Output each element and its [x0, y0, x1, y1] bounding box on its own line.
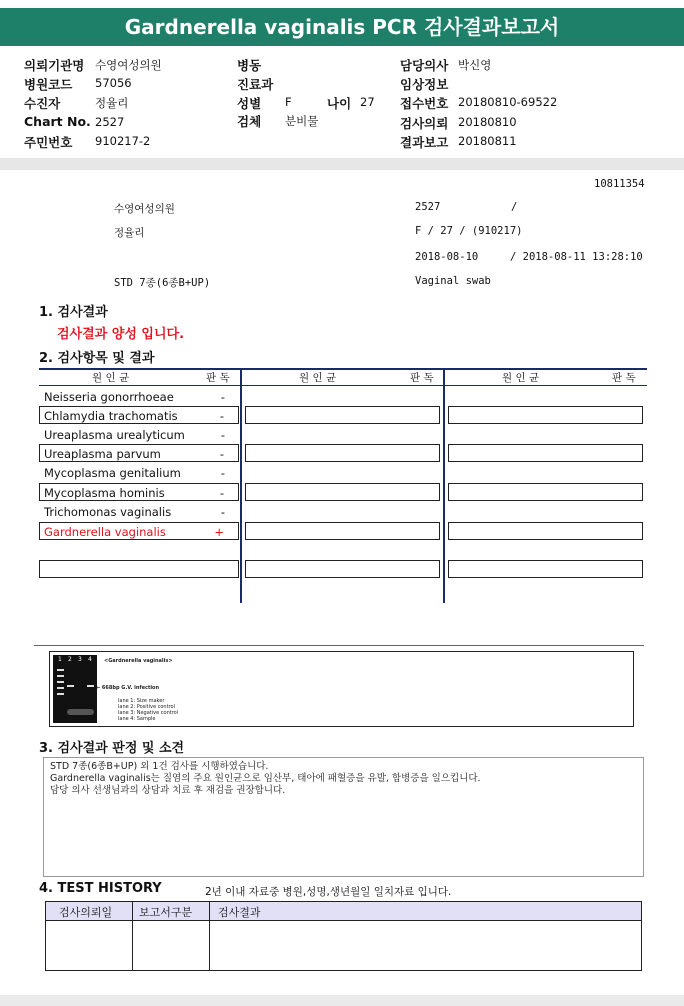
summary-date-report: / 2018-08-11 13:28:10 [510, 251, 643, 263]
finding-line: STD 7종(6종B+UP) 외 1건 검사를 시행하였습니다. [50, 761, 269, 772]
empty-row [448, 522, 643, 540]
organism-result: - [219, 409, 224, 423]
finding-line: Gardnerella vaginalis는 질염의 주요 원인균으로 임산부, 태아에 패혈증을 유발, 합병증을 일으킵니다. [50, 773, 481, 784]
hosp-code-value: 57056 [95, 76, 132, 90]
section1-title: 1. 검사결과 [39, 305, 108, 320]
summary-org: 수영여성의원 [114, 203, 175, 215]
organism-result: - [220, 390, 225, 404]
organism-result: - [219, 486, 224, 500]
history-col-result: 검사결과 [218, 906, 261, 919]
organism-row [39, 483, 239, 501]
gel-band [67, 685, 74, 687]
gel-image [53, 655, 97, 723]
empty-row [448, 483, 643, 501]
section4-title: 4. TEST HISTORY [39, 881, 162, 896]
findings-box [43, 757, 644, 877]
report-id: 10811354 [594, 178, 645, 190]
organism-name: Gardnerella vaginalis [44, 525, 166, 539]
report-value: 20180811 [458, 134, 517, 148]
col-header-organism-2: 원 인 균 [299, 372, 337, 384]
clinical-label: 임상정보 [400, 77, 449, 92]
ssn-value: 910217-2 [95, 134, 151, 148]
grid-divider-2 [443, 368, 445, 603]
history-col-report-type: 보고서구분 [139, 906, 193, 919]
gel-legend-item: lane 4: Sample [118, 716, 156, 722]
empty-row [245, 406, 440, 424]
request-value: 20180810 [458, 115, 517, 129]
ward-label: 병동 [237, 58, 262, 73]
gel-band [57, 669, 64, 671]
organism-result: - [220, 428, 225, 442]
empty-row [448, 406, 643, 424]
summary-sample: Vaginal swab [415, 275, 491, 287]
patient-info [0, 46, 684, 156]
history-note: 2년 이내 자료중 병원,성명,생년월일 일치자료 입니다. [205, 886, 452, 898]
organism-name: Mycoplasma genitalium [44, 466, 181, 480]
sex-label: 성별 [237, 96, 262, 111]
report-label: 결과보고 [400, 135, 449, 150]
doctor-value: 박신영 [458, 58, 492, 72]
request-label: 검사의뢰 [400, 116, 449, 131]
summary-patient: 정율리 [114, 227, 145, 239]
overall-result: 검사결과 양성 입니다. [57, 327, 185, 342]
section2-title: 2. 검사항목 및 결과 [39, 351, 155, 366]
gel-figure [49, 651, 634, 727]
col-header-organism-3: 원 인 균 [502, 372, 540, 384]
organism-row [39, 464, 239, 482]
organism-name: Ureaplasma urealyticum [44, 428, 185, 442]
organism-name: Chlamydia trachomatis [44, 409, 178, 423]
empty-row [245, 444, 440, 462]
organism-name: Ureaplasma parvum [44, 447, 161, 461]
organism-name: Mycoplasma hominis [44, 486, 165, 500]
organism-row [39, 388, 239, 406]
hosp-code-label: 병원코드 [24, 77, 73, 92]
bottom-band [0, 995, 684, 1006]
organism-result: + [214, 525, 224, 539]
finding-line: 담당 의사 선생님과의 상담과 치료 후 재검을 권장합니다. [50, 785, 286, 796]
chart-value: 2527 [95, 115, 125, 129]
summary-slash: / [511, 201, 518, 213]
summary-sex-age: F / 27 / (910217) [415, 225, 523, 237]
gel-legend-item: lane 1: Size maker [118, 698, 165, 704]
history-table [45, 901, 642, 971]
col-header-organism-1: 원 인 균 [92, 372, 130, 384]
specimen-value: 분비물 [285, 114, 319, 128]
doctor-label: 담당의사 [400, 58, 449, 73]
gel-band [57, 687, 64, 689]
lane-number: 2 [68, 656, 72, 663]
organism-row [39, 444, 239, 462]
gel-arrow-label: ← 668bp G.V. infection [96, 685, 160, 691]
section-divider [34, 645, 644, 646]
age-value: 27 [360, 95, 375, 109]
chart-label: Chart No. [24, 114, 91, 129]
org-value: 수영여성의원 [95, 58, 162, 72]
empty-row [39, 560, 239, 578]
gel-band [57, 693, 64, 695]
organism-result: - [219, 447, 224, 461]
summary-test: STD 7종(6종B+UP) [114, 277, 211, 289]
lane-number: 1 [58, 656, 62, 663]
gel-band [57, 681, 64, 683]
history-col-divider [132, 902, 133, 970]
dept-label: 진료과 [237, 77, 274, 92]
organism-row [39, 426, 239, 444]
empty-row [448, 444, 643, 462]
summary-date-request: 2018-08-10 [415, 251, 479, 263]
lane-number: 4 [88, 656, 92, 663]
empty-row [448, 560, 643, 578]
grid-divider-1 [240, 368, 242, 603]
empty-row [245, 560, 440, 578]
grid-top-rule [39, 368, 647, 370]
empty-row [245, 483, 440, 501]
history-col-request-date: 검사의뢰일 [59, 906, 113, 919]
org-label: 의뢰기관명 [24, 58, 85, 73]
col-header-judge-3: 판 독 [612, 372, 636, 384]
organism-row [39, 406, 239, 424]
col-header-judge-2: 판 독 [410, 372, 434, 384]
ssn-label: 주민번호 [24, 135, 73, 150]
specimen-label: 검체 [237, 114, 262, 129]
gel-band [57, 675, 64, 677]
history-header [46, 902, 641, 921]
organism-result: - [220, 466, 225, 480]
age-label: 나이 [327, 96, 352, 111]
col-header-judge-1: 판 독 [206, 372, 230, 384]
section3-title: 3. 검사결과 판정 및 소견 [39, 741, 185, 756]
receipt-value: 20180810-69522 [458, 95, 558, 109]
organism-result: - [220, 505, 225, 519]
sex-value: F [285, 95, 292, 109]
receipt-label: 접수번호 [400, 96, 449, 111]
gel-band [67, 709, 94, 715]
summary-chart: 2527 [415, 201, 441, 213]
history-col-divider [209, 902, 210, 970]
organism-name: Trichomonas vaginalis [44, 505, 172, 519]
grid-header-rule [39, 385, 647, 386]
divider-band [0, 158, 684, 170]
organism-row [39, 503, 239, 521]
gel-legend-item: lane 3: Negative control [118, 710, 179, 716]
patient-value: 정율리 [95, 96, 129, 110]
patient-label: 수진자 [24, 96, 61, 111]
gel-caption: <Gardnerella vaginalis> [104, 658, 173, 664]
empty-row [245, 522, 440, 540]
organism-row-positive [39, 522, 239, 540]
gel-legend-item: lane 2: Positive control [118, 704, 175, 710]
report-title: Gardnerella vaginalis PCR 검사결과보고서 [0, 8, 684, 46]
lane-number: 3 [78, 656, 82, 663]
gel-band [87, 685, 94, 687]
organism-name: Neisseria gonorrhoeae [44, 390, 174, 404]
